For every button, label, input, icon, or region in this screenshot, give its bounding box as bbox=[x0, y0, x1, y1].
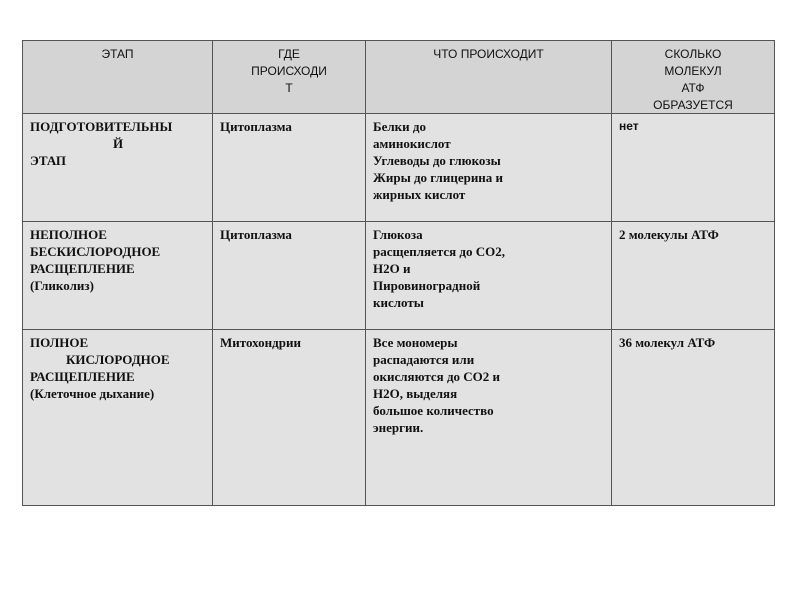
where-cell bbox=[213, 222, 366, 330]
stage-line: Й bbox=[112, 136, 124, 151]
header-atp-line: МОЛЕКУЛ bbox=[664, 64, 722, 78]
what-line: Глюкоза bbox=[373, 227, 423, 242]
atp-cell bbox=[612, 222, 775, 330]
what-line: Жиры до глицерина и bbox=[373, 170, 504, 185]
what-line: большое количество bbox=[373, 403, 494, 418]
atp-text: 2 молекулы АТФ bbox=[619, 227, 719, 242]
what-line: аминокислот bbox=[373, 136, 451, 151]
what-line: Углеводы до глюкозы bbox=[373, 153, 501, 168]
stage-line: КИСЛОРОДНОЕ bbox=[66, 352, 170, 367]
stage-line: БЕСКИСЛОРОДНОЕ bbox=[30, 244, 161, 259]
what-cell bbox=[366, 114, 612, 222]
table-row bbox=[23, 114, 775, 222]
header-stage-text: ЭТАП bbox=[101, 47, 134, 61]
stage-cell bbox=[23, 222, 213, 330]
header-atp-line: СКОЛЬКО bbox=[664, 47, 722, 61]
header-where-line: Т bbox=[285, 81, 293, 95]
where-text: Цитоплазма bbox=[220, 119, 292, 134]
where-text: Митохондрии bbox=[220, 335, 301, 350]
what-line: распадаются или bbox=[373, 352, 475, 367]
table-row bbox=[23, 330, 775, 506]
stage-line: ЭТАП bbox=[30, 153, 67, 168]
stage-line: НЕПОЛНОЕ bbox=[30, 227, 107, 242]
what-line: Белки до bbox=[373, 119, 426, 134]
header-what bbox=[366, 41, 612, 114]
what-line: окисляются до CO2 и bbox=[373, 369, 501, 384]
what-line: энергии. bbox=[373, 420, 424, 435]
header-where-line: ГДЕ bbox=[278, 47, 300, 61]
stage-line: ПОДГОТОВИТЕЛЬНЫ bbox=[30, 119, 173, 134]
what-line: кислоты bbox=[373, 295, 424, 310]
header-atp-count bbox=[612, 41, 775, 114]
where-cell bbox=[213, 330, 366, 506]
stage-line: РАСЩЕПЛЕНИЕ bbox=[30, 369, 135, 384]
table-row bbox=[23, 222, 775, 330]
what-line: Все мономеры bbox=[373, 335, 458, 350]
where-cell bbox=[213, 114, 366, 222]
header-where bbox=[213, 41, 366, 114]
header-atp-line: ОБРАЗУЕТСЯ bbox=[653, 98, 733, 112]
stage-cell bbox=[23, 330, 213, 506]
stage-cell bbox=[23, 114, 213, 222]
stage-line: ПОЛНОЕ bbox=[30, 335, 89, 350]
header-what-text: ЧТО ПРОИСХОДИТ bbox=[433, 47, 544, 61]
stage-line: (Гликолиз) bbox=[30, 278, 94, 293]
stage-line: РАСЩЕПЛЕНИЕ bbox=[30, 261, 135, 276]
what-line: H2O, выделяя bbox=[373, 386, 458, 401]
what-line: Пировиноградной bbox=[373, 278, 481, 293]
atp-cell bbox=[612, 114, 775, 222]
what-line: жирных кислот bbox=[373, 187, 466, 202]
atp-stages-table bbox=[22, 40, 775, 506]
where-text: Цитоплазма bbox=[220, 227, 292, 242]
table-header-row bbox=[23, 41, 775, 114]
stage-line: (Клеточное дыхание) bbox=[30, 386, 155, 401]
header-stage bbox=[23, 41, 213, 114]
what-cell bbox=[366, 330, 612, 506]
atp-text: нет bbox=[619, 119, 639, 133]
atp-cell bbox=[612, 330, 775, 506]
what-line: расщепляется до CO2, bbox=[373, 244, 506, 259]
atp-text: 36 молекул АТФ bbox=[619, 335, 716, 350]
what-cell bbox=[366, 222, 612, 330]
what-line: H2O и bbox=[373, 261, 411, 276]
header-where-line: ПРОИСХОДИ bbox=[251, 64, 327, 78]
header-atp-line: АТФ bbox=[681, 81, 705, 95]
